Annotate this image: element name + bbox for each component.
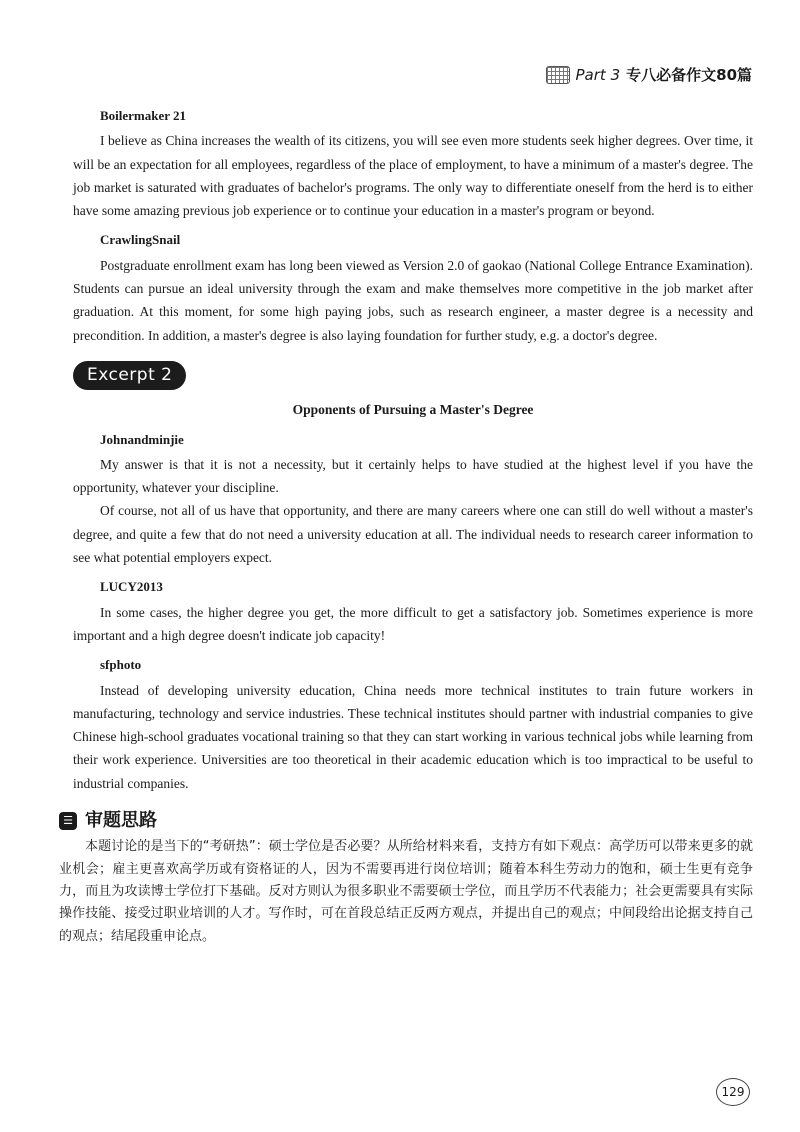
comment-block [73,104,753,222]
comment-block [73,428,753,570]
comment-paragraph: I believe as China increases the wealth of its citizens, you will see even more students seek higher degrees. Over time, it will be an expectation for all employees, regardless of the place of employment, to have a minimum of a master's degree. The job market is saturated with graduates of bachelor's programs. The only way to differentiate oneself from the herd is to either have some amazing previous job experience or to continue your education in a master's program or beyond. [73,133,753,219]
comment-block [73,228,753,346]
analysis-text: 本题讨论的是当下的“考研热”：硕士学位是否必要？从所给材料来看，支持方有如下观点：高学历可以带来更多的就业机会；雇主更喜欢高学历或有资格证的人，因为不需要再进行岗位培训；随着本科生劳动力的饱和，硕士生更有竞争力，而且为攻读博士学位打下基础。反对方则认为很多职业不需要硕士学位，而且学历不代表能力；社会更需要具有实际操作技能、接受过职业培训的人才。写作时，可在首段总结正反两方观点，并提出自己的观点；中间段给出论据支持自己的观点；结尾段重申论点。 [59,839,753,944]
page-number: 129 [716,1078,750,1106]
excerpt-title: Opponents of Pursuing a Master's Degree [292,402,534,418]
grid-logo-icon [546,66,570,84]
comment-paragraph: My answer is that it is not a necessity, but it certainly helps to have studied at the highest level if you have the opportunity, whatever your discipline. [73,456,753,496]
part-label: Part 3 [575,65,621,84]
comment-paragraph: Instead of developing university education, China needs more technical institutes to train future workers in manufacturing, technology and service industries. These technical institutes should partner with industrial companies to give Chinese high-school graduates vocational training so that they can start working in various technical jobs while learning from their work experience. Universities are too theoretical in their academic education which is too impractical to be useful to industrial companies. [73,682,753,791]
comment-author: Boilermaker 21 [100,108,187,123]
comment-block [73,653,753,795]
comment-paragraph: In some cases, the higher degree you get, the more difficult to get a satisfactory job. Sometimes experience is more important and a high degree doesn't indicate job capacity! [73,604,753,643]
comment-paragraph: Postgraduate enrollment exam has long been viewed as Version 2.0 of gaokao (National College Entrance Examination). Students can pursue an ideal university through the exam and make themselves more competitive in the job market after graduation. At this moment, for some high paying jobs, such as research engineer, a master degree is a necessity and precondition. In addition, a master's degree is also laying foundation for further study, e.g. a doctor's degree. [73,257,753,343]
layers-icon: ☰ [59,812,77,830]
comment-author: LUCY2013 [100,579,163,595]
running-header [546,64,752,85]
analysis-heading [59,809,753,832]
comment-block [73,575,753,647]
comment-author: CrawlingSnail [100,232,181,248]
page-content [59,98,753,948]
excerpt-badge: Excerpt 2 [73,361,186,390]
comment-paragraph: Of course, not all of us have that opportunity, and there are many careers where one can still do well without a master's degree, and quite a few that do not need a university education at all. The individual needs to research career information to see what potential employers expect. [73,503,753,566]
analysis-heading-text: 审题思路 [85,810,157,832]
comment-author: Johnandminjie [100,431,184,447]
book-title: 专八必备作文80篇 [626,66,752,84]
comment-author: sfphoto [100,657,142,673]
